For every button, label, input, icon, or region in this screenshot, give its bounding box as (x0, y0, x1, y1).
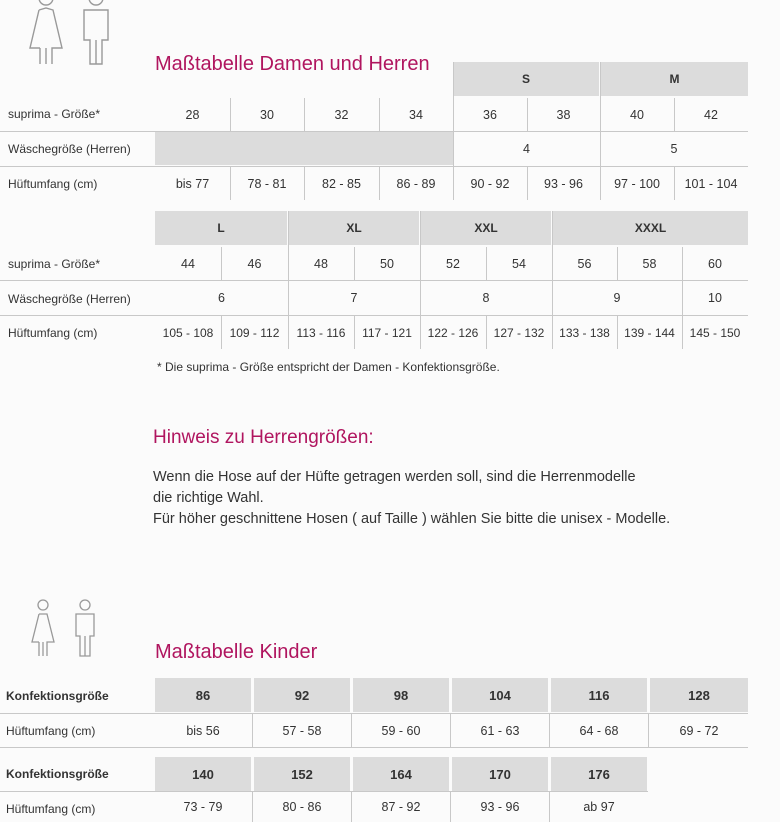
size-cell: 58 (642, 256, 657, 271)
hip-cell: 82 - 85 (322, 176, 361, 191)
row-label-hip: Hüftumfang (cm) (8, 326, 98, 340)
male-person-icon (72, 598, 98, 660)
hint-text (153, 467, 773, 530)
size-cell: 54 (512, 256, 526, 271)
female-person-icon (30, 598, 56, 660)
kids-size-header: 170 (452, 757, 548, 791)
kids-size-header: 86 (155, 678, 251, 712)
kids-size-header: 176 (551, 757, 647, 791)
hint-title: Hinweis zu Herrengrößen: (153, 427, 374, 448)
kids-hip-cell: 87 - 92 (381, 800, 421, 814)
male-person-icon (78, 0, 114, 70)
hip-cell: 117 - 121 (362, 325, 412, 340)
group-header-l: L (155, 211, 287, 245)
kids-hip-cell: 64 - 68 (579, 723, 619, 738)
size-cell: 60 (708, 256, 722, 271)
kids-size-header: 98 (353, 678, 449, 712)
kids-hip-cell: bis 56 (186, 723, 220, 738)
kids-size-header: 128 (650, 678, 748, 712)
kids-size-header: 92 (254, 678, 350, 712)
kids-hip-cell: 69 - 72 (679, 723, 719, 738)
size-cell: 28 (185, 107, 200, 122)
hint-line-2: die richtige Wahl. (153, 490, 264, 506)
size-cell: 42 (704, 107, 718, 122)
hip-cell: bis 77 (175, 176, 210, 191)
waesche-cell: 10 (708, 290, 722, 305)
kids-size-header: 164 (353, 757, 449, 791)
size-cell: 40 (630, 107, 644, 122)
kids-hip-cell: 93 - 96 (480, 800, 520, 814)
hip-cell: 122 - 126 (427, 325, 479, 340)
size-cell: 52 (446, 256, 460, 271)
hip-cell: 90 - 92 (470, 176, 510, 191)
size-cell: 38 (556, 107, 571, 122)
kids-hip-cell: 73 - 79 (183, 800, 223, 814)
hip-cell: 133 - 138 (559, 325, 610, 340)
hip-cell: 78 - 81 (247, 176, 287, 191)
waesche-cell: 6 (218, 290, 225, 305)
kids-size-header: 116 (551, 678, 647, 712)
waesche-cell: 7 (350, 290, 358, 305)
kids-size-header: 104 (452, 678, 548, 712)
hip-cell: 109 - 112 (229, 325, 280, 340)
row-label-konfektion: Konfektionsgröße (6, 767, 109, 781)
group-header-xl: XL (289, 211, 419, 245)
hip-cell: 145 - 150 (689, 325, 741, 340)
size-cell: 32 (334, 107, 349, 122)
kids-hip-cell: 80 - 86 (282, 800, 322, 814)
hip-cell: 113 - 116 (296, 325, 346, 340)
size-cell: 48 (314, 256, 328, 271)
size-cell: 56 (577, 256, 592, 271)
waesche-cell: 9 (613, 290, 621, 305)
kids-hip-cell: 59 - 60 (381, 723, 421, 738)
row-label-konfektion: Konfektionsgröße (6, 689, 109, 703)
row-label-hip: Hüftumfang (cm) (6, 802, 96, 816)
size-cell: 50 (380, 256, 394, 271)
group-header-xxxl: XXXL (553, 211, 748, 245)
hint-line-1: Wenn die Hose auf der Hüfte getragen werden soll, sind die Herrenmodelle (153, 469, 636, 485)
hip-cell: 97 - 100 (614, 176, 660, 191)
size-cell: 44 (181, 256, 195, 271)
hip-cell: 127 - 132 (493, 325, 545, 340)
waesche-cell: 8 (482, 290, 490, 305)
row-label-suprima: suprima - Größe* (8, 257, 101, 271)
hip-cell: 93 - 96 (544, 176, 583, 191)
size-cell: 34 (409, 107, 423, 122)
waesche-empty-cell (155, 132, 453, 165)
row-label-waesche: Wäschegröße (Herren) (8, 292, 131, 306)
waesche-cell: 5 (670, 141, 678, 156)
kids-size-header: 140 (155, 757, 251, 791)
hip-cell: 139 - 144 (624, 325, 675, 340)
footnote: * Die suprima - Größe entspricht der Damen - Konfektionsgröße. (157, 360, 500, 374)
hint-line-3: Für höher geschnittene Hosen ( auf Taille ) wählen Sie bitte die unisex - Modelle. (153, 511, 671, 527)
kids-hip-cell: 61 - 63 (480, 723, 520, 738)
hip-cell: 101 - 104 (684, 176, 738, 191)
size-cell: 36 (483, 107, 497, 122)
size-cell: 46 (247, 256, 262, 271)
waesche-cell: 4 (523, 141, 530, 156)
group-header-s: S (453, 62, 599, 96)
row-label-hip: Hüftumfang (cm) (8, 177, 98, 191)
group-header-m: M (601, 62, 748, 96)
kids-hip-cell: ab 97 (583, 800, 615, 814)
hip-cell: 105 - 108 (162, 325, 214, 340)
size-cell: 30 (260, 107, 274, 122)
row-label-waesche: Wäschegröße (Herren) (8, 142, 131, 156)
row-label-suprima: suprima - Größe* (8, 107, 101, 121)
kids-table-title: Maßtabelle Kinder (155, 641, 318, 663)
female-person-icon (26, 0, 66, 70)
hip-cell: 86 - 89 (396, 176, 436, 191)
kids-hip-cell: 57 - 58 (282, 723, 322, 738)
row-label-hip: Hüftumfang (cm) (6, 724, 96, 738)
group-header-xxl: XXL (421, 211, 551, 245)
adult-table-title: Maßtabelle Damen und Herren (155, 53, 430, 75)
kids-size-header: 152 (254, 757, 350, 791)
